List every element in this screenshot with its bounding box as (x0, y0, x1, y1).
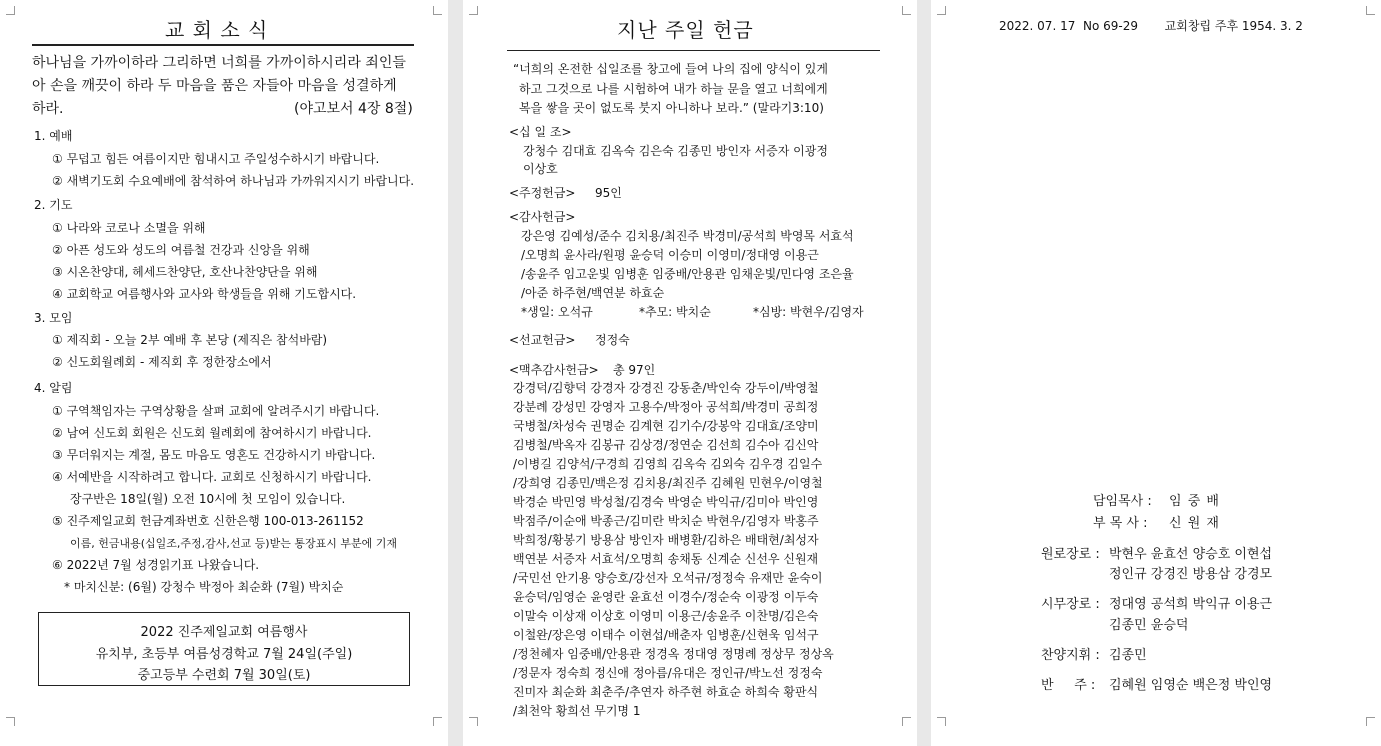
list-item: 박점주/이순애 박종근/김미란 박치순 박현우/김영자 박홍주 (513, 514, 819, 528)
crop-mark (1366, 6, 1375, 15)
list-item: /정천혜자 임중배/안용관 정경옥 정대영 정명례 정상무 정상옥 (513, 647, 834, 661)
list-item: ⑤ 진주제일교회 헌금계좌번호 신한은행 100-013-261152 (52, 514, 364, 528)
elders-emeritus-names: 박현우 윤효선 양승호 이현섭 (1109, 547, 1273, 562)
list-item: 강분례 강성민 강영자 고용수/박정아 공석희/박경미 공희정 (513, 400, 819, 414)
list-item: ② 아픈 성도와 성도의 여름철 건강과 신앙을 위해 (52, 243, 310, 257)
list-item: 이말숙 이상재 이상호 이영미 이용근/송윤주 이찬명/김은숙 (513, 609, 819, 623)
crop-mark (6, 717, 15, 726)
crop-mark (1366, 717, 1375, 726)
elders-emeritus-label: 원로장로 : (1041, 547, 1100, 562)
visit-note: *심방: 박현우/김영자 (753, 305, 864, 319)
list-item: ③ 무더워지는 계절, 몸도 마음도 영혼도 건강하시기 바랍니다. (52, 448, 376, 462)
verse-line: 하라. (32, 101, 64, 117)
crop-mark (469, 717, 478, 726)
thanks-label: <감사헌금> (509, 210, 576, 224)
verse-line: 하나님을 가까이하라 그리하면 너희를 가까이하시리라 죄인들 (32, 55, 406, 71)
tithe-names: 강청수 김대효 김옥숙 김은숙 김종민 방인자 서증자 이광정 (523, 144, 828, 158)
list-item: ⑥ 2022년 7월 성경읽기표 나왔습니다. (52, 558, 260, 572)
accompanist-names: 김혜원 임영순 백은정 박인영 (1109, 678, 1273, 693)
verse-reference: (야고보서 4장 8절) (294, 101, 413, 117)
list-item: /정문자 정숙희 정신애 정아름/유대은 정인규/박노선 정정숙 (513, 666, 823, 680)
crop-mark (902, 717, 911, 726)
list-item: /국민선 안기용 양승호/강선자 오석규/정정숙 유재만 윤숙이 (513, 571, 823, 585)
accompanist-label: 반 주 : (1041, 678, 1096, 693)
crop-mark (902, 6, 911, 15)
list-item: ② 남여 신도회 회원은 신도회 월례회에 참여하시기 바랍니다. (52, 426, 372, 440)
list-item: * 마치신분: (6월) 강청수 박정아 최순화 (7월) 박치순 (64, 580, 344, 594)
barley-names (513, 379, 834, 721)
crop-mark (433, 717, 442, 726)
barley-label: <맥추감사헌금> (509, 363, 599, 377)
memorial-note: *추모: 박치순 (639, 305, 711, 319)
section-heading: 3. 모임 (34, 311, 73, 325)
section-heading: 2. 기도 (34, 198, 73, 212)
section-heading: 1. 예배 (34, 129, 73, 143)
list-item: ① 나라와 코로나 소멸을 위해 (52, 221, 206, 235)
title-rule (32, 44, 414, 46)
tithe-names: 이상호 (523, 162, 558, 176)
list-item: 박경순 박민영 박성철/김경숙 박영순 박익규/김미아 박인영 (513, 495, 819, 509)
crop-mark (6, 6, 15, 15)
quote-line: “너희의 온전한 십일조를 창고에 들여 나의 집에 양식이 있게 (513, 62, 828, 76)
list-item: 백연분 서증자 서효석/오명희 송채동 신계순 신선우 신원재 (513, 552, 819, 566)
page-offerings (463, 0, 917, 746)
thanks-names: /송윤주 임고운빛 임병훈 임중배/안용관 임채운빛/민다영 조은율 (521, 267, 854, 281)
event-line: 중고등부 수련회 7월 30일(토) (137, 668, 311, 683)
list-item: /이병길 김양석/구경희 김영희 김옥숙 김외숙 김우경 김일수 (513, 457, 823, 471)
list-item: ④ 서예반을 시작하려고 합니다. 교회로 신청하시기 바랍니다. (52, 470, 372, 484)
list-item: ④ 교회학교 여름행사와 교사와 학생들을 위해 기도합시다. (52, 287, 357, 301)
page-title: 지난 주일 헌금 (617, 18, 754, 42)
page-cover (931, 0, 1381, 746)
list-item-continuation: 장구반은 18일(월) 오전 10시에 첫 모임이 있습니다. (70, 492, 346, 506)
list-item-continuation: 이름, 헌금내용(십일조,주정,감사,선교 등)받는 통장표시 부분에 기재 (70, 537, 397, 550)
list-item: ② 신도회월례회 - 제직회 후 정한장소에서 (52, 355, 272, 369)
list-item: ① 구역책임자는 구역상황을 살펴 교회에 알려주시기 바랍니다. (52, 404, 380, 418)
page-title: 교 회 소 식 (165, 18, 269, 42)
pastor-label: 담임목사 : (1093, 494, 1152, 509)
list-item: /최천악 황희선 무기명 1 (513, 704, 641, 718)
birthday-note: *생일: 오석규 (521, 305, 593, 319)
quote-line: 하고 그것으로 나를 시험하여 내가 하늘 문을 열고 너희에게 (519, 82, 828, 96)
list-item: /강희영 김종민/백은정 김치용/최진주 김혜원 민현우/이영철 (513, 476, 823, 490)
list-item: ① 제직회 - 오늘 2부 예배 후 본당 (제직은 참석바람) (52, 333, 328, 347)
barley-total: 총 97인 (613, 363, 656, 377)
list-item: 강경덕/김향덕 강경자 강경진 강동춘/박인숙 강두이/박영철 (513, 381, 819, 395)
weekly-value: 95인 (595, 186, 622, 200)
mission-label: <선교헌금> (509, 333, 576, 347)
event-title: 2022 진주제일교회 여름행사 (140, 625, 308, 640)
list-item: ① 무덥고 힘든 여름이지만 힘내시고 주일성수하시기 바랍니다. (52, 152, 380, 166)
elders-label: 시무장로 : (1041, 597, 1100, 612)
thanks-names: 강은영 김예성/준수 김치용/최진주 박경미/공석희 박영목 서효석 (521, 229, 854, 243)
issue-header: 2022. 07. 17 No 69-29 교회창립 주후 1954. 3. 2 (999, 19, 1303, 33)
tithe-label: <십 일 조> (509, 125, 572, 139)
crop-mark (937, 6, 946, 15)
list-item: ③ 시온찬양대, 헤세드찬양단, 호산나찬양단을 위해 (52, 265, 318, 279)
title-rule (507, 50, 880, 51)
thanks-names: /아준 하주현/백연분 하효순 (521, 286, 665, 300)
crop-mark (469, 6, 478, 15)
elders-names: 김종민 윤승덕 (1109, 618, 1189, 633)
associate-name: 신 원 재 (1169, 516, 1220, 531)
page-church-news (0, 0, 448, 746)
weekly-label: <주정헌금> (509, 186, 576, 200)
pastor-name: 임 중 배 (1169, 494, 1220, 509)
mission-value: 정정숙 (595, 333, 630, 347)
list-item: 국병철/차성숙 권명순 김계현 김기수/강봉악 김대효/조양미 (513, 419, 819, 433)
elders-names: 정대영 공석희 박익규 이용근 (1109, 597, 1273, 612)
event-box (38, 612, 410, 686)
list-item: ② 새벽기도회 수요예배에 참석하여 하나님과 가까워지시기 바랍니다. (52, 174, 415, 188)
list-item: 이철완/장은영 이태수 이현섭/배춘자 임병훈/신현욱 임석구 (513, 628, 819, 642)
quote-line: 복을 쌓을 곳이 없도록 붓지 아니하나 보라.” (말라기3:10) (519, 101, 824, 115)
crop-mark (937, 717, 946, 726)
list-item: 진미자 최순화 최춘주/추연자 하주현 하효순 하희숙 황판식 (513, 685, 819, 699)
list-item: 윤승덕/임영순 윤영란 윤효선 이경수/정순숙 이광정 이두숙 (513, 590, 819, 604)
event-line: 유치부, 초등부 여름성경학교 7월 24일(주일) (95, 647, 353, 662)
section-heading: 4. 알림 (34, 381, 73, 395)
choir-name: 김종민 (1109, 648, 1147, 663)
verse-line: 아 손을 깨끗이 하라 두 마음을 품은 자들아 마음을 성결하게 (32, 78, 397, 94)
list-item: 김병철/박옥자 김봉규 김상경/정연순 김선희 김수아 김신악 (513, 438, 819, 452)
thanks-names: /오명희 윤사라/원평 윤승덕 이승미 이영미/정대영 이용근 (521, 248, 819, 262)
list-item: 박희정/황봉기 방용삼 방인자 배병환/김하은 배태현/최성자 (513, 533, 819, 547)
crop-mark (433, 6, 442, 15)
choir-label: 찬양지휘 : (1041, 648, 1100, 663)
associate-label: 부 목 사 : (1093, 516, 1148, 531)
elders-emeritus-names: 정인규 강경진 방용삼 강경모 (1109, 567, 1273, 582)
